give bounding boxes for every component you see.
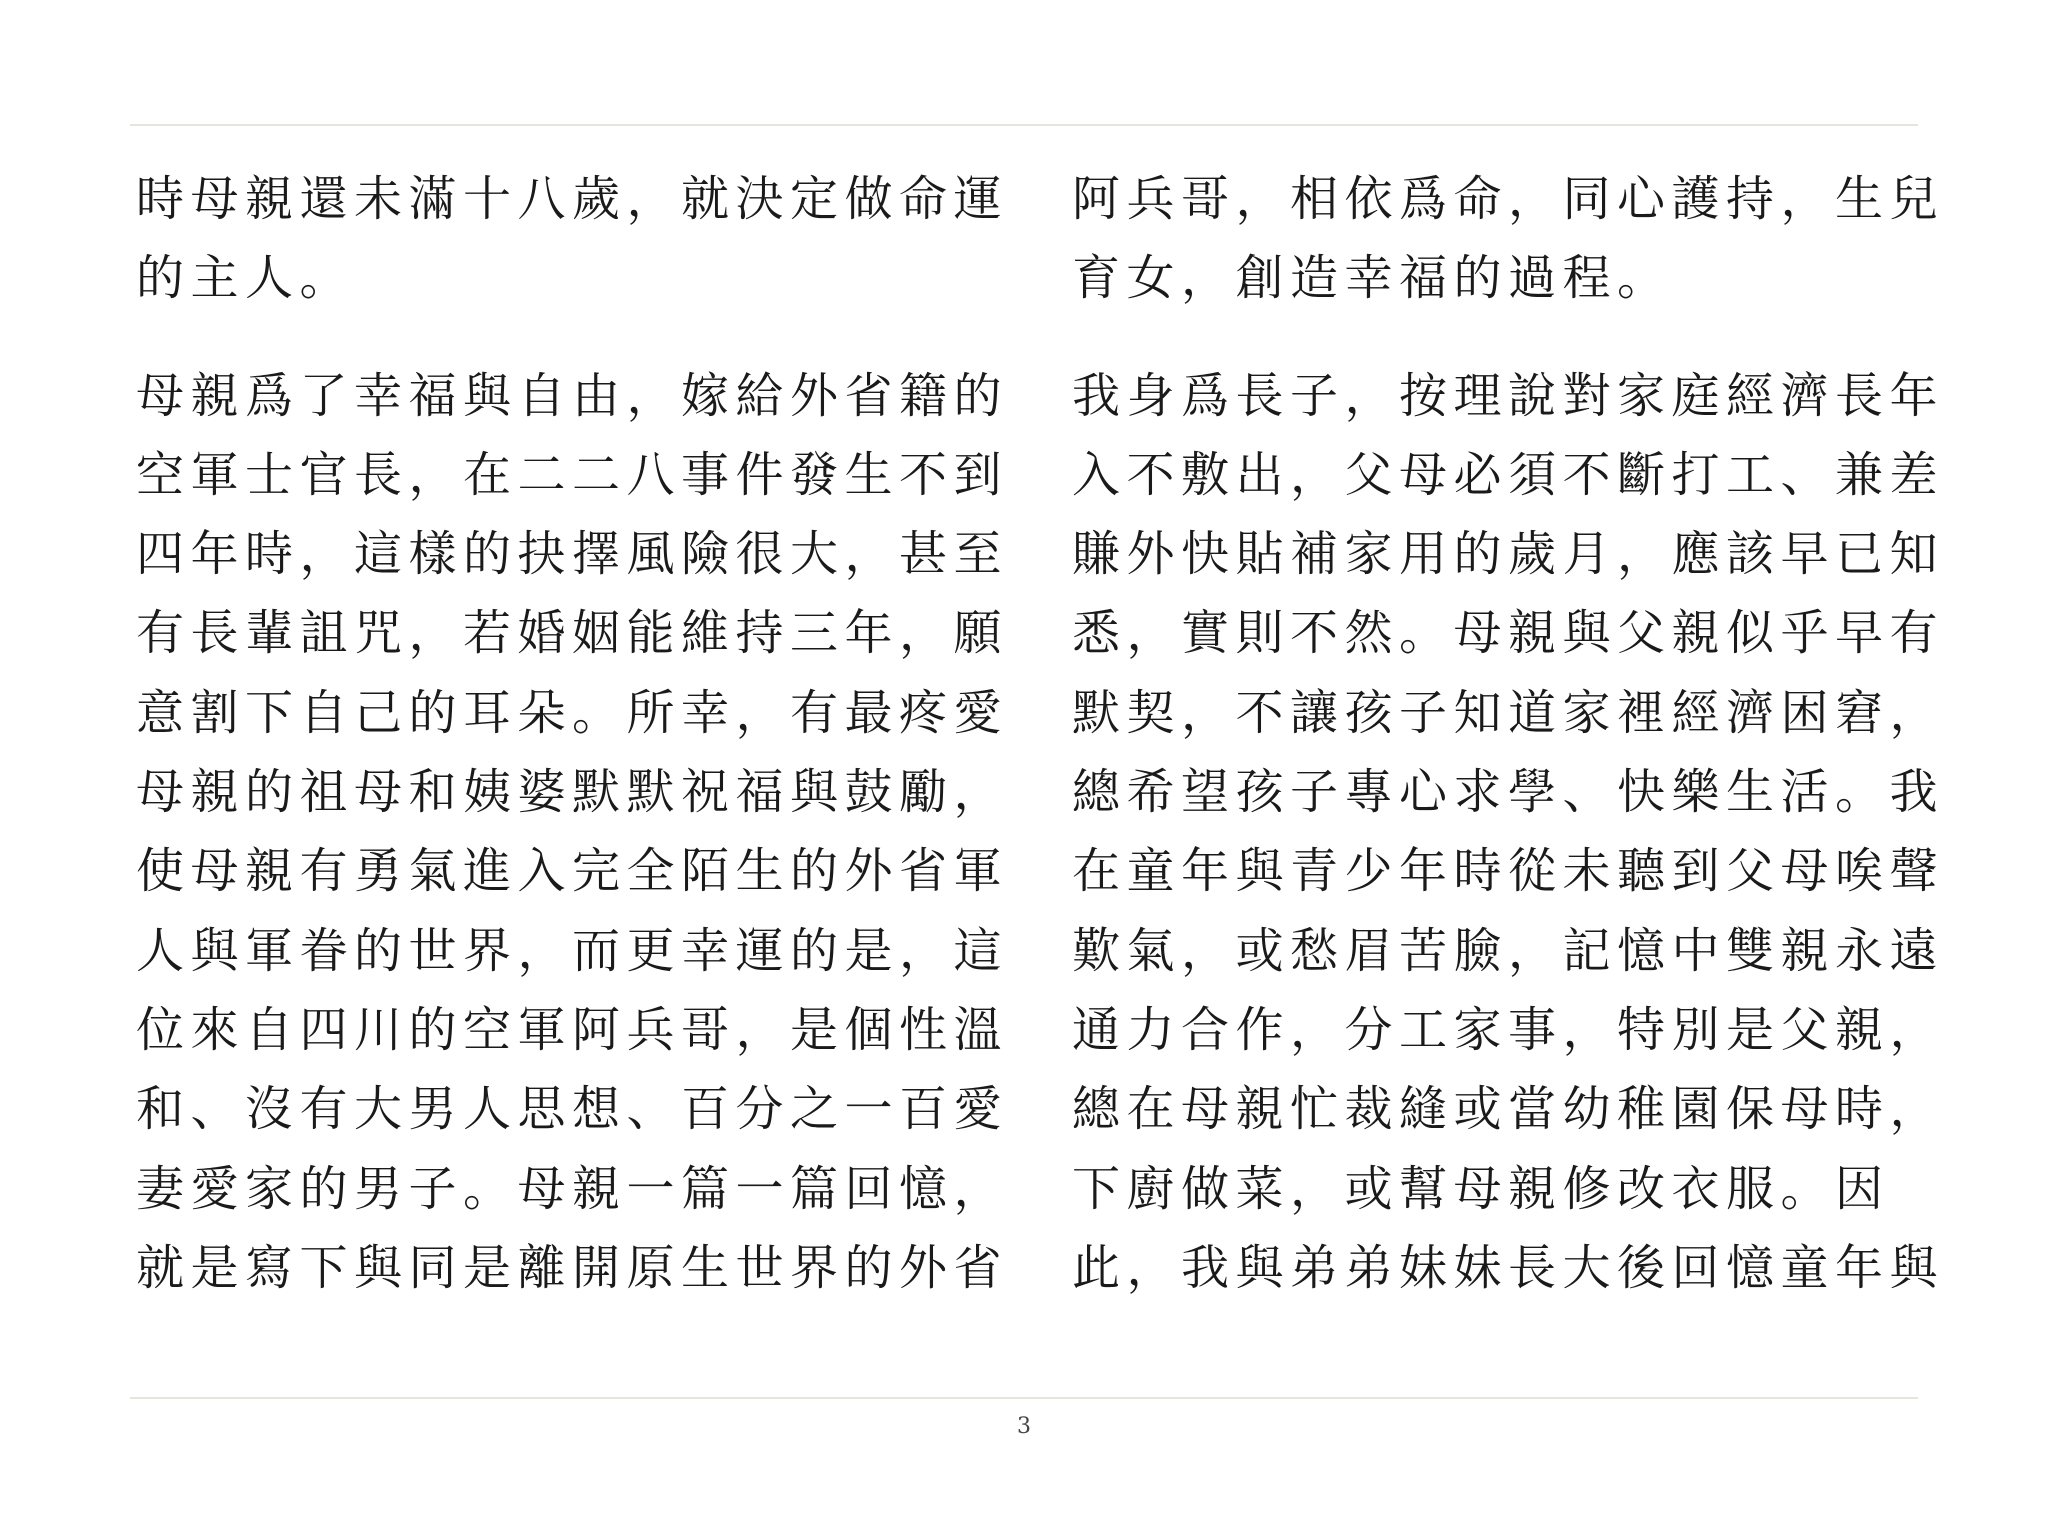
paragraph [1072,357,1945,1309]
text-line: 就是寫下與同是離開原生世界的外省 [136,1239,1009,1296]
text-line: 通力合作，分工家事，特別是父親， [1072,1001,1945,1058]
text-line: 我身爲長子，按理說對家庭經濟長年 [1072,367,1945,424]
text-line: 和、沒有大男人思想、百分之一百愛 [136,1081,1009,1138]
text-line: 四年時，這樣的抉擇風險很大，甚至 [136,526,1009,583]
text-line: 歎氣，或愁眉苦臉，記憶中雙親永遠 [1072,922,1945,979]
text-line: 下廚做菜，或幫母親修改衣服。因 [1072,1160,1890,1217]
text-line: 使母親有勇氣進入完全陌生的外省軍 [136,843,1009,900]
page-number: 3 [1017,1414,1031,1439]
paragraph [136,160,1009,319]
text-line: 在童年與青少年時從未聽到父母唉聲 [1072,843,1945,900]
text-line: 意割下自己的耳朵。所幸，有最疼愛 [136,684,1009,741]
text-line: 位來自四川的空軍阿兵哥，是個性溫 [136,1001,1009,1058]
text-line: 默契，不讓孩子知道家裡經濟困窘， [1072,684,1945,741]
text-line: 母親爲了幸福與自由，嫁給外省籍的 [136,367,1009,424]
text-line: 總希望孩子專心求學、快樂生活。我 [1072,764,1945,821]
text-line: 悉，實則不然。母親與父親似乎早有 [1072,605,1945,662]
text-line: 入不敷出，父母必須不斷打工、兼差 [1072,446,1945,503]
text-line: 的主人。 [136,250,355,307]
paragraph [1072,160,1945,319]
text-line: 時母親還未滿十八歲，就決定做命運 [136,171,1009,227]
right-column [1072,160,1945,1308]
text-line: 育女，創造幸福的過程。 [1072,250,1672,307]
text-line: 妻愛家的男子。母親一篇一篇回憶， [136,1160,1009,1217]
footer-rule [130,1397,1918,1399]
text-line: 賺外快貼補家用的歲月，應該早已知 [1072,526,1945,583]
text-line: 阿兵哥，相依爲命，同心護持，生兒 [1072,171,1945,227]
header-rule [130,124,1918,126]
text-line: 此，我與弟弟妹妹長大後回憶童年與 [1072,1239,1945,1296]
paragraph [136,357,1009,1309]
text-line: 人與軍眷的世界，而更幸運的是，這 [136,922,1009,979]
text-line: 母親的祖母和姨婆默默祝福與鼓勵， [136,764,1009,821]
text-line: 總在母親忙裁縫或當幼稚園保母時， [1072,1081,1945,1138]
left-column [136,160,1009,1308]
text-line: 有長輩詛咒，若婚姻能維持三年，願 [136,605,1009,662]
text-line: 空軍士官長，在二二八事件發生不到 [136,446,1009,503]
